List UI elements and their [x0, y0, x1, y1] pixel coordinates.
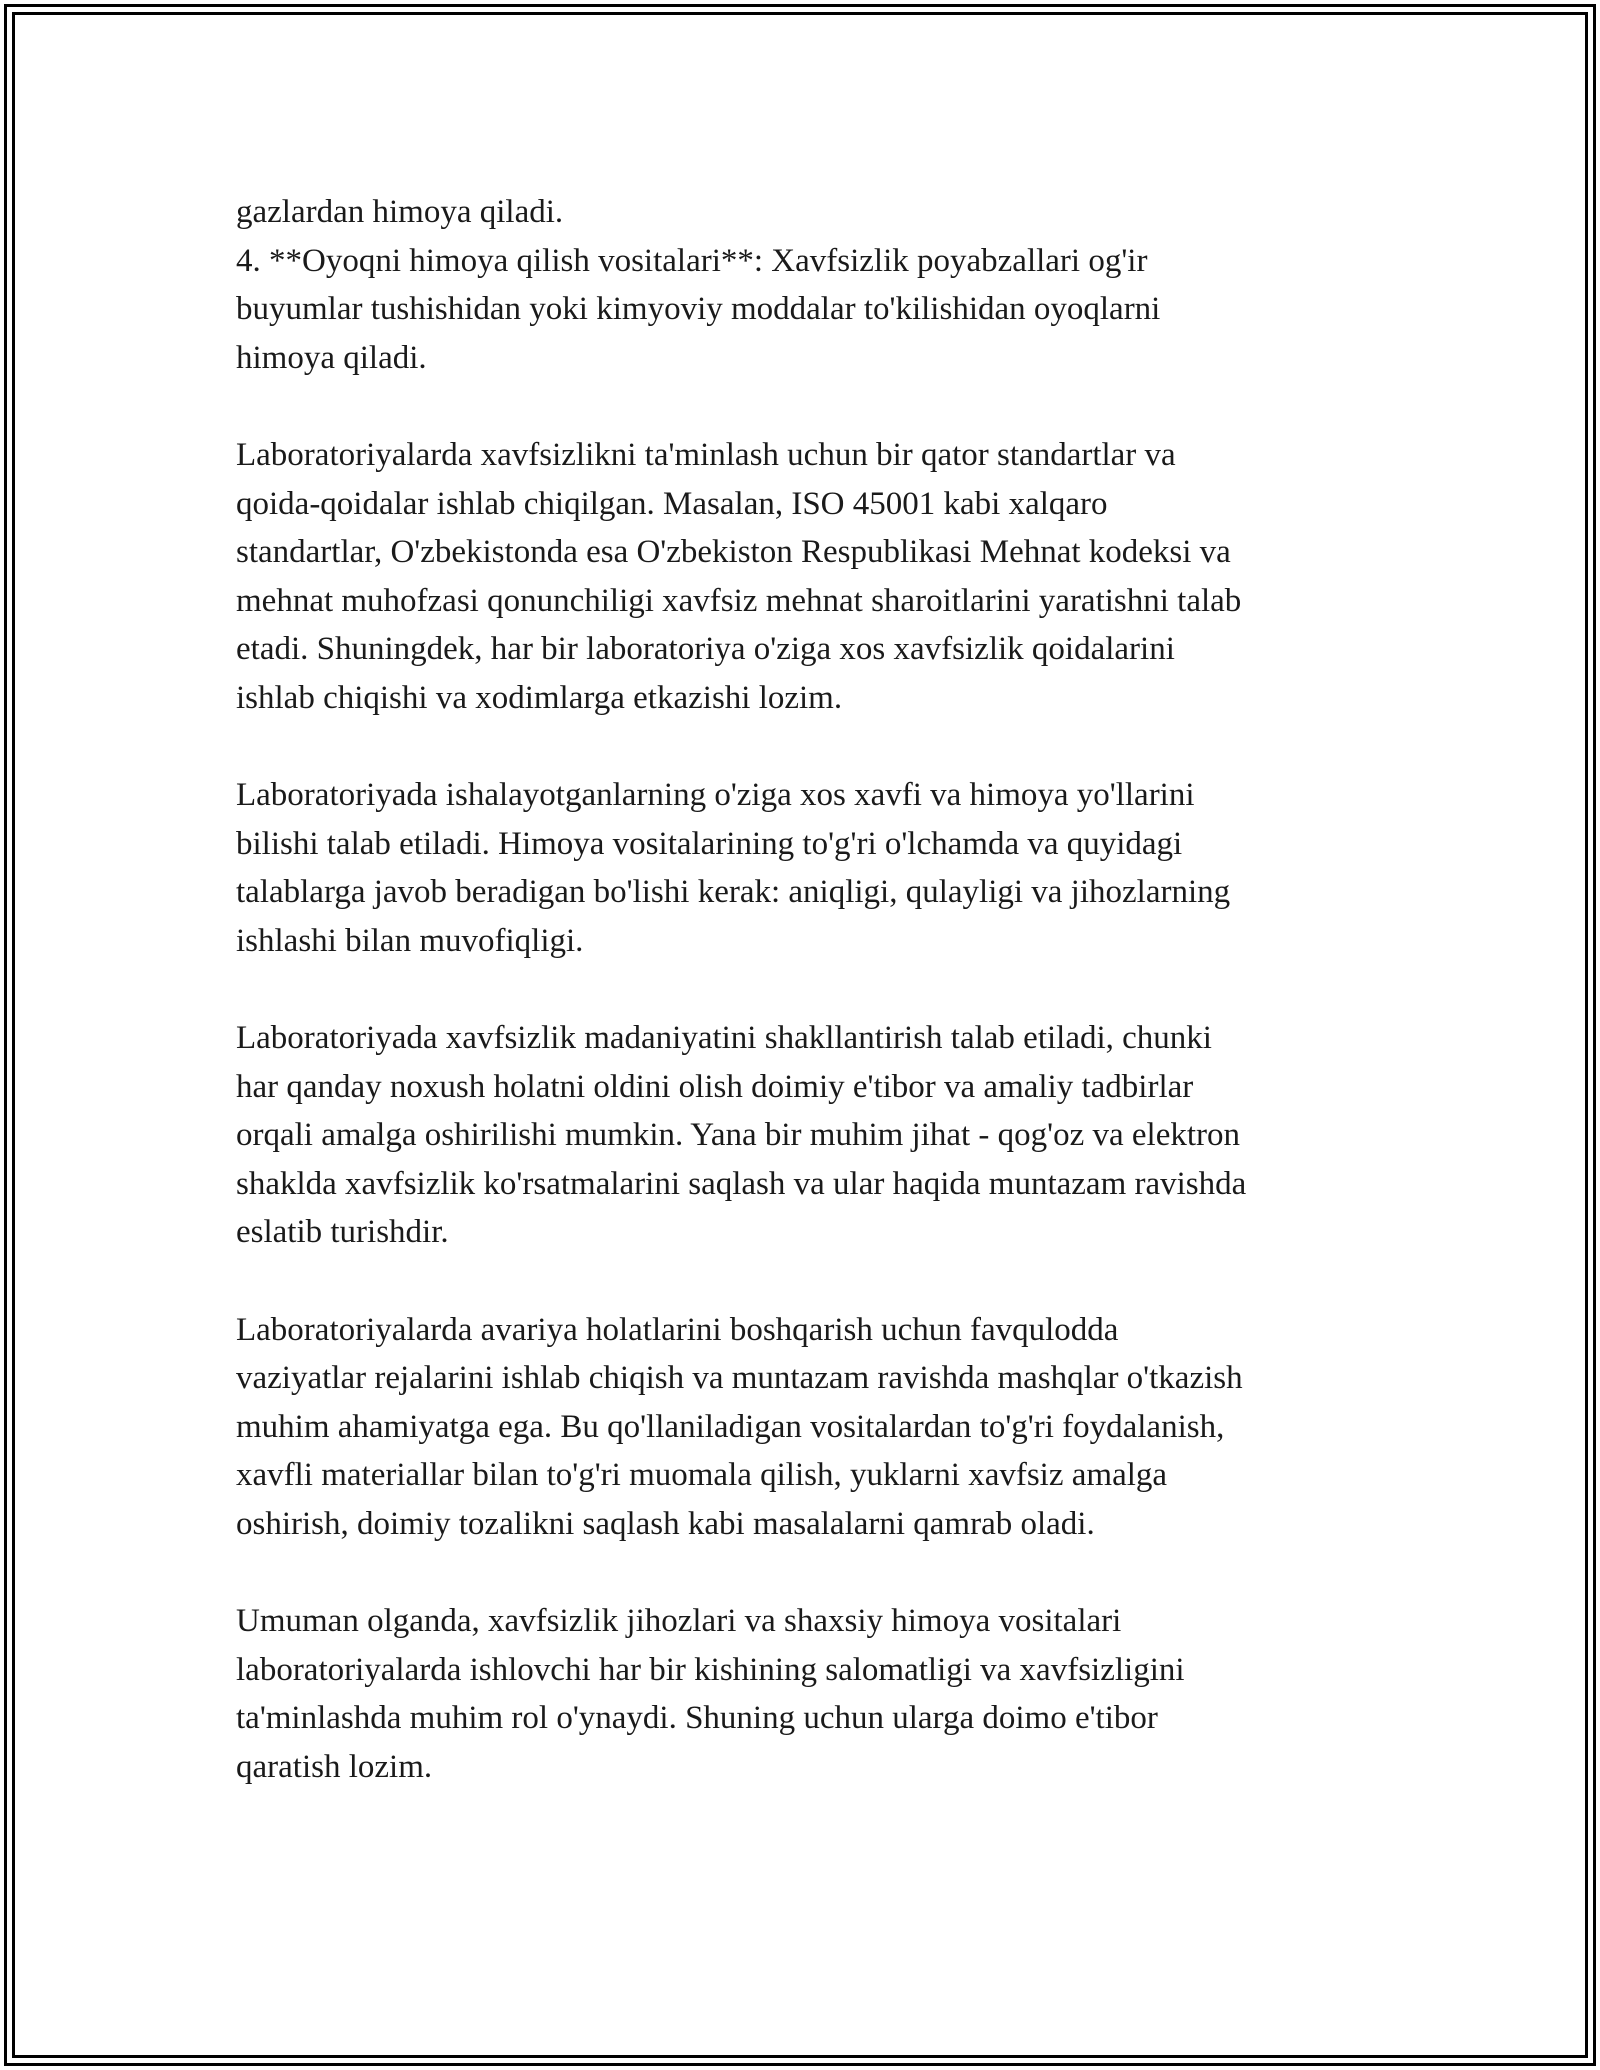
- text-line: himoya qiladi.: [236, 339, 427, 376]
- text-line: 4. **Oyoqni himoya qilish vositalari**: Xavfsizlik poyabzallari og'ir: [236, 242, 1148, 279]
- text-line: eslatib turishdir.: [236, 1214, 449, 1251]
- text-line: muhim ahamiyatga ega. Bu qo'llaniladigan vositalardan to'g'ri foydalanish,: [236, 1408, 1225, 1445]
- paragraph-2: [236, 431, 1386, 723]
- text-line: buyumlar tushishidan yoki kimyoviy moddalar to'kilishidan oyoqlarni: [236, 291, 1161, 328]
- text-line: har qanday noxush holatni oldini olish doimiy e'tibor va amaliy tadbirlar: [236, 1068, 1194, 1105]
- text-line: etadi. Shuningdek, har bir laboratoriya o'ziga xos xavfsizlik qoidalarini: [236, 631, 1175, 668]
- text-line: Laboratoriyalarda avariya holatlarini boshqarish uchun favqulodda: [236, 1311, 1119, 1348]
- text-line: ishlab chiqishi va xodimlarga etkazishi lozim.: [236, 679, 843, 716]
- text-line: xavfli materiallar bilan to'g'ri muomala qilish, yuklarni xavfsiz amalga: [236, 1457, 1168, 1494]
- text-line: shaklda xavfsizlik ko'rsatmalarini saqlash va ular haqida muntazam ravishda: [236, 1165, 1247, 1202]
- text-line: laboratoriyalarda ishlovchi har bir kishining salomatligi va xavfsizligini: [236, 1651, 1185, 1688]
- text-line: Laboratoriyada ishalayotganlarning o'ziga xos xavfi va himoya yo'llarini: [236, 777, 1195, 814]
- text-line: ta'minlashda muhim rol o'ynaydi. Shuning uchun ularga doimo e'tibor: [236, 1700, 1158, 1737]
- text-line: mehnat muhofzasi qonunchiligi xavfsiz mehnat sharoitlarini yaratishni talab: [236, 582, 1242, 619]
- text-line: oshirish, doimiy tozalikni saqlash kabi masalalarni qamrab oladi.: [236, 1506, 1095, 1543]
- paragraph-1: [236, 188, 1386, 382]
- paragraph-4: [236, 1014, 1386, 1257]
- text-line: vaziyatlar rejalarini ishlab chiqish va muntazam ravishda mashqlar o'tkazish: [236, 1360, 1243, 1397]
- text-line: talablarga javob beradigan bo'lishi kerak: aniqligi, qulayligi va jihozlarning: [236, 874, 1231, 911]
- text-line: Umuman olganda, xavfsizlik jihozlari va shaxsiy himoya vositalari: [236, 1603, 1122, 1640]
- text-line: ishlashi bilan muvofiqligi.: [236, 922, 584, 959]
- text-line: bilishi talab etiladi. Himoya vositalarining to'g'ri o'lchamda va quyidagi: [236, 825, 1183, 862]
- text-line: orqali amalga oshirilishi mumkin. Yana bir muhim jihat - qog'oz va elektron: [236, 1117, 1241, 1154]
- text-line: gazlardan himoya qiladi.: [236, 194, 564, 230]
- paragraph-6: [236, 1597, 1386, 1791]
- paragraph-3: [236, 771, 1386, 965]
- document-body: [236, 188, 1386, 1792]
- text-line: standartlar, O'zbekistonda esa O'zbekiston Respublikasi Mehnat kodeksi va: [236, 534, 1231, 571]
- paragraph-5: [236, 1306, 1386, 1549]
- text-line: Laboratoriyada xavfsizlik madaniyatini shakllantirish talab etiladi, chunki: [236, 1020, 1212, 1057]
- text-line: qaratish lozim.: [236, 1749, 433, 1785]
- text-line: qoida-qoidalar ishlab chiqilgan. Masalan, ISO 45001 kabi xalqaro: [236, 485, 1108, 522]
- text-line: Laboratoriyalarda xavfsizlikni ta'minlash uchun bir qator standartlar va: [236, 436, 1176, 473]
